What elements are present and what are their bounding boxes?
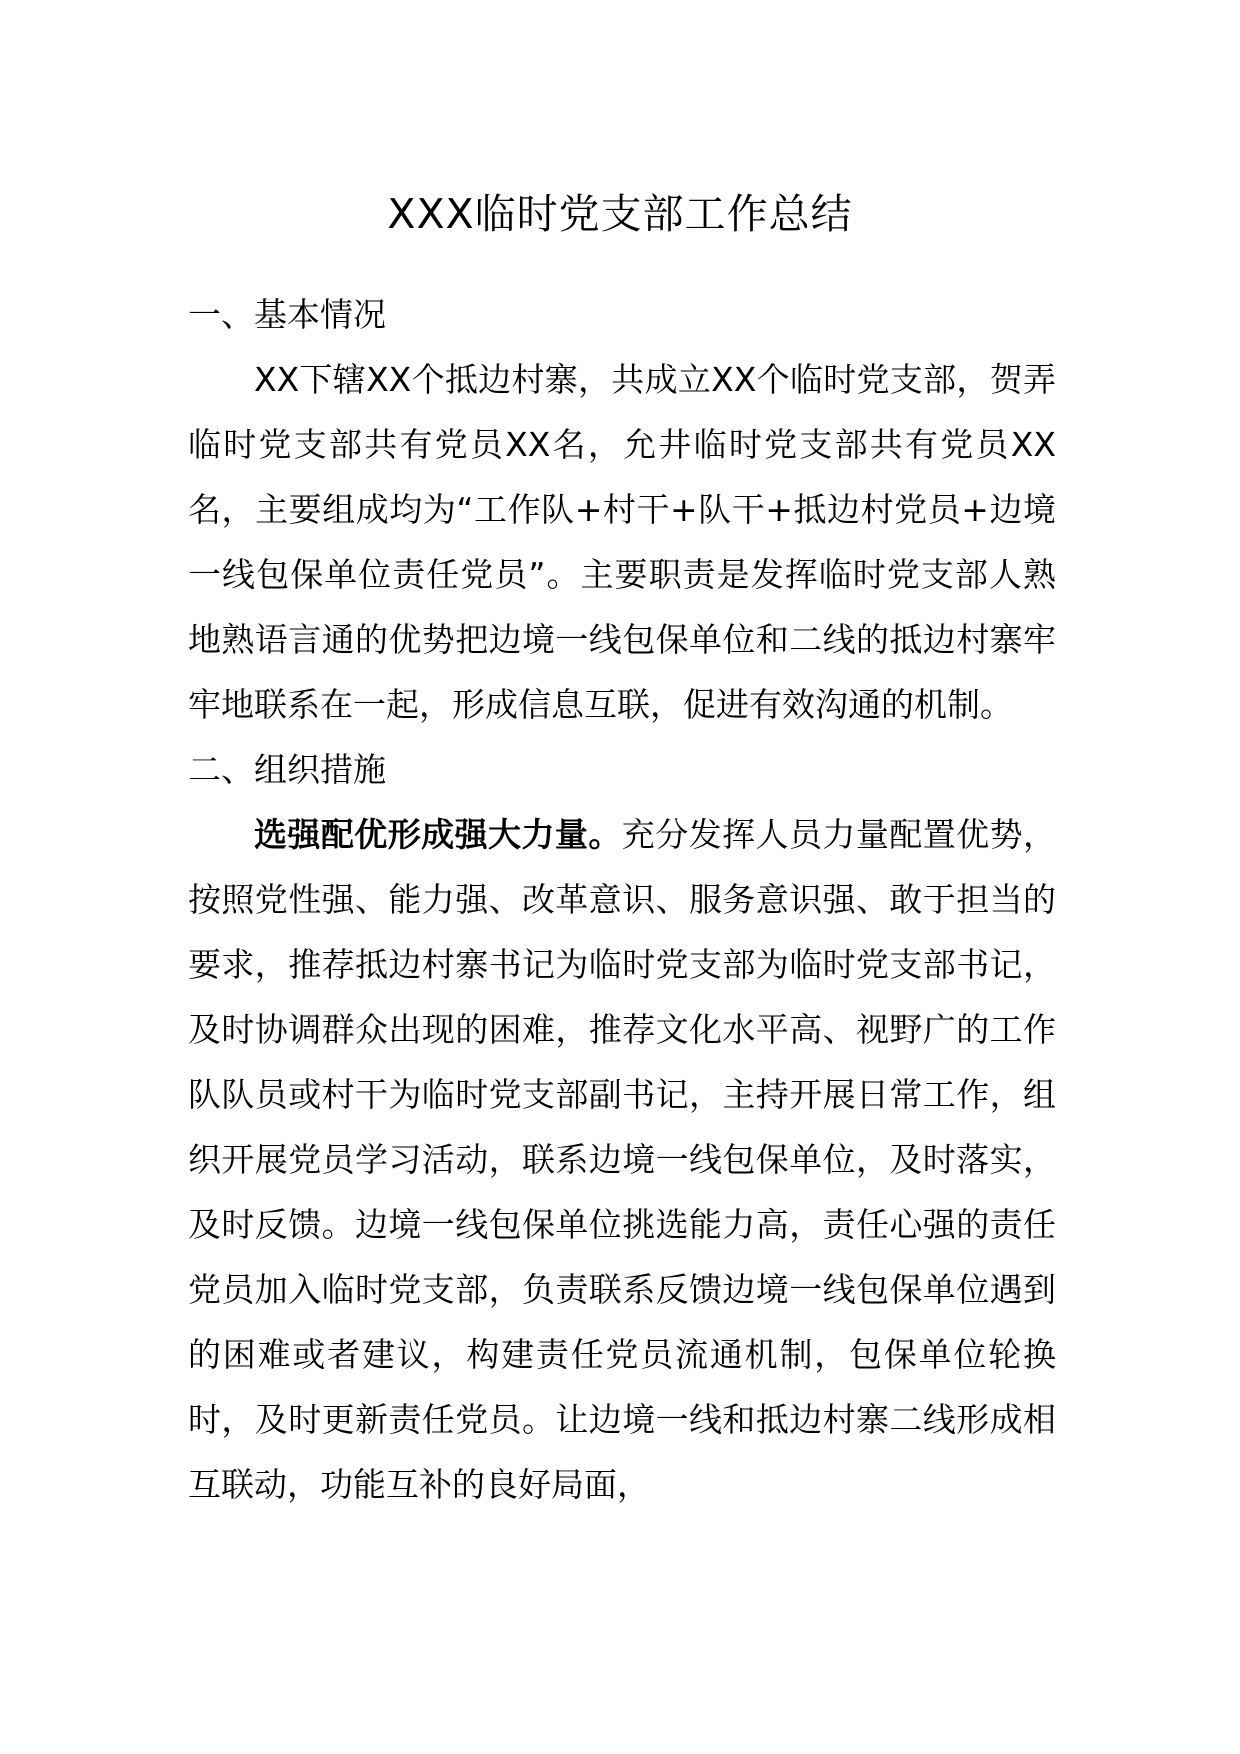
- paragraph-body: 充分发挥人员力量配置优势，按照党性强、能力强、改革意识、服务意识强、敢于担当的要求，推荐抵边村寨书记为临时党支部为临时党支部书记，及时协调群众出现的困难，推荐文化水平高、视野广的工作队队员或村干为临时党支部副书记，主持开展日常工作，组织开展党员学习活动，联系边境一线包保单位，及时落实，及时反馈。边境一线包保单位挑选能力高，责任心强的责任党员加入临时党支部，负责联系反馈边境一线包保单位遇到的困难或者建议，构建责任党员流通机制，包保单位轮换时，及时更新责任党员。让边境一线和抵边村寨二线形成相互联动，功能互补的良好局面，: [188, 815, 1057, 1504]
- paragraph-lead-bold: 选强配优形成强大力量。: [254, 815, 622, 854]
- document-body: [188, 282, 1056, 1517]
- document-title: XXX临时党支部工作总结: [387, 190, 853, 238]
- section-paragraph-organizational-measures: [188, 802, 1056, 1517]
- section-heading-basic-situation: 一、基本情况: [188, 295, 386, 334]
- section-heading-organizational-measures: 二、组织措施: [188, 750, 386, 789]
- section-paragraph-basic-situation: XX下辖XX个抵边村寨，共成立XX个临时党支部，贺弄临时党支部共有党员XX名，允井临时党支部共有党员XX名，主要组成均为“工作队+村干+队干+抵边村党员+边境一线包保单位责任党员”。主要职责是发挥临时党支部人熟地熟语言通的优势把边境一线包保单位和二线的抵边村寨牢牢地联系在一起，形成信息互联，促进有效沟通的机制。: [188, 360, 1056, 724]
